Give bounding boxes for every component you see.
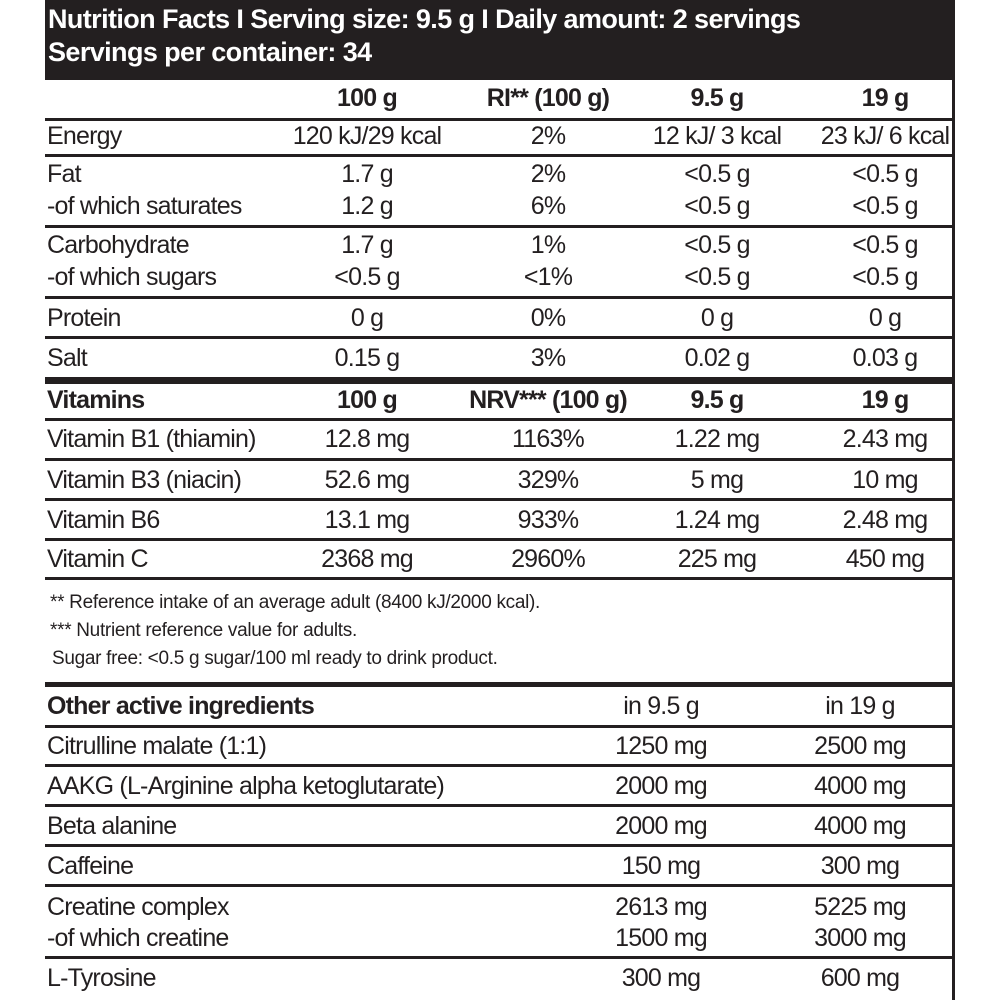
cell-value: 13.1 mg bbox=[324, 506, 410, 534]
footnote-reference-intake: ** Reference intake of an average adult (8400 kJ/2000 kcal). bbox=[50, 592, 541, 613]
row-label: Salt bbox=[47, 344, 87, 372]
cell-value: 3% bbox=[530, 344, 566, 372]
row-label: Vitamin B6 bbox=[47, 506, 160, 534]
cell-value: 0.02 g bbox=[684, 344, 750, 372]
cell-value: 1250 mg bbox=[615, 732, 707, 760]
cell-value: 1% bbox=[530, 231, 566, 259]
column-header: RI** (100 g) bbox=[486, 84, 610, 112]
table-row bbox=[45, 728, 952, 764]
cell-value: 2% bbox=[530, 160, 566, 188]
cell-value: 3000 mg bbox=[814, 924, 906, 952]
cell-value: 1500 mg bbox=[615, 924, 707, 952]
cell-value: 2.48 mg bbox=[842, 506, 928, 534]
cell-value: 1.24 mg bbox=[674, 506, 760, 534]
row-label: -of which sugars bbox=[47, 263, 217, 291]
cell-value: 0.15 g bbox=[334, 344, 400, 372]
cell-value: 0.03 g bbox=[852, 344, 918, 372]
cell-value: 2368 mg bbox=[321, 545, 413, 573]
cell-value: <0.5 g bbox=[684, 231, 750, 259]
table-row bbox=[45, 421, 952, 458]
table-row bbox=[45, 339, 952, 377]
table-row bbox=[45, 228, 952, 296]
column-header: 19 g bbox=[861, 84, 909, 112]
cell-value: <0.5 g bbox=[684, 192, 750, 220]
table-row bbox=[45, 887, 952, 956]
cell-value: 0 g bbox=[700, 304, 734, 332]
column-header: 9.5 g bbox=[690, 386, 744, 414]
row-label: Fat bbox=[47, 160, 81, 188]
cell-value: 12 kJ/ 3 kcal bbox=[652, 122, 782, 150]
row-label: -of which creatine bbox=[47, 924, 229, 952]
cell-value: <1% bbox=[523, 263, 573, 291]
row-label: Beta alanine bbox=[47, 812, 177, 840]
cell-value: <0.5 g bbox=[334, 263, 400, 291]
cell-value: 933% bbox=[517, 506, 579, 534]
row-label: Citrulline malate (1:1) bbox=[47, 732, 267, 760]
column-header: in 9.5 g bbox=[623, 692, 699, 720]
nutrition-facts-header bbox=[45, 0, 955, 70]
cell-value: 0% bbox=[530, 304, 566, 332]
cell-value: <0.5 g bbox=[852, 160, 918, 188]
table-row bbox=[45, 461, 952, 498]
column-header: 100 g bbox=[337, 386, 397, 414]
row-label: Carbohydrate bbox=[47, 231, 189, 259]
nutrition-facts-panel bbox=[45, 0, 955, 1000]
column-header: 19 g bbox=[861, 386, 909, 414]
cell-value: 600 mg bbox=[820, 964, 900, 992]
table-row bbox=[45, 807, 952, 844]
other-ingredients-title: Other active ingredients bbox=[47, 692, 314, 720]
cell-value: 2500 mg bbox=[814, 732, 906, 760]
cell-value: 1163% bbox=[512, 425, 584, 453]
table-row bbox=[45, 121, 952, 154]
cell-value: 1.7 g bbox=[341, 160, 393, 188]
cell-value: <0.5 g bbox=[852, 231, 918, 259]
cell-value: 450 mg bbox=[845, 545, 925, 573]
table-row bbox=[45, 501, 952, 538]
cell-value: 1.7 g bbox=[341, 231, 393, 259]
cell-value: <0.5 g bbox=[852, 192, 918, 220]
footnote-sugar-free: Sugar free: <0.5 g sugar/100 ml ready to drink product. bbox=[52, 648, 498, 669]
cell-value: 1.2 g bbox=[341, 192, 393, 220]
cell-value: 6% bbox=[530, 192, 566, 220]
row-label: Caffeine bbox=[47, 852, 134, 880]
cell-value: 12.8 mg bbox=[324, 425, 410, 453]
cell-value: <0.5 g bbox=[684, 160, 750, 188]
cell-value: 1.22 mg bbox=[674, 425, 760, 453]
cell-value: 2% bbox=[530, 122, 566, 150]
cell-value: 2000 mg bbox=[615, 812, 707, 840]
cell-value: 23 kJ/ 6 kcal bbox=[820, 122, 950, 150]
column-header: NRV*** (100 g) bbox=[469, 386, 627, 414]
column-header: 100 g bbox=[337, 84, 397, 112]
column-header: in 19 g bbox=[825, 692, 895, 720]
nutrition-column-header-row bbox=[45, 80, 952, 118]
cell-value: 52.6 mg bbox=[324, 466, 410, 494]
row-label: L-Tyrosine bbox=[47, 964, 156, 992]
footnote-nrv: *** Nutrient reference value for adults. bbox=[50, 620, 357, 641]
table-row bbox=[45, 541, 952, 577]
other-ingredients-header-row bbox=[45, 687, 952, 725]
cell-value: 5225 mg bbox=[814, 893, 906, 921]
vitamins-title: Vitamins bbox=[47, 386, 145, 414]
table-row bbox=[45, 959, 952, 1000]
cell-value: <0.5 g bbox=[684, 263, 750, 291]
cell-value: 329% bbox=[517, 466, 579, 494]
table-row bbox=[45, 299, 952, 336]
table-row bbox=[45, 847, 952, 884]
footnotes bbox=[45, 580, 952, 682]
cell-value: 2960% bbox=[511, 545, 585, 573]
row-label: Vitamin B3 (niacin) bbox=[47, 466, 242, 494]
cell-value: 10 mg bbox=[852, 466, 918, 494]
cell-value: 120 kJ/29 kcal bbox=[292, 122, 442, 150]
row-label: Vitamin B1 (thiamin) bbox=[47, 425, 256, 453]
cell-value: 2.43 mg bbox=[842, 425, 928, 453]
row-label: AAKG (L-Arginine alpha ketoglutarate) bbox=[47, 772, 445, 800]
cell-value: 5 mg bbox=[690, 466, 744, 494]
cell-value: 2000 mg bbox=[615, 772, 707, 800]
row-label: Creatine complex bbox=[47, 893, 229, 921]
cell-value: 225 mg bbox=[677, 545, 757, 573]
cell-value: 300 mg bbox=[621, 964, 701, 992]
cell-value: 300 mg bbox=[820, 852, 900, 880]
cell-value: 0 g bbox=[868, 304, 902, 332]
cell-value: 2613 mg bbox=[615, 893, 707, 921]
servings-per-container: Servings per container: 34 bbox=[48, 37, 372, 67]
cell-value: 4000 mg bbox=[814, 812, 906, 840]
vitamins-header-row bbox=[45, 384, 952, 418]
table-row bbox=[45, 157, 952, 225]
row-label: Vitamin C bbox=[47, 545, 148, 573]
serving-info-line: Nutrition Facts I Serving size: 9.5 g I Daily amount: 2 servings bbox=[48, 4, 801, 34]
cell-value: 4000 mg bbox=[814, 772, 906, 800]
column-header: 9.5 g bbox=[690, 84, 744, 112]
row-label: Protein bbox=[47, 304, 121, 332]
cell-value: <0.5 g bbox=[852, 263, 918, 291]
row-label: Energy bbox=[47, 122, 122, 150]
table-row bbox=[45, 767, 952, 804]
row-label: -of which saturates bbox=[47, 192, 242, 220]
cell-value: 0 g bbox=[350, 304, 384, 332]
cell-value: 150 mg bbox=[621, 852, 701, 880]
